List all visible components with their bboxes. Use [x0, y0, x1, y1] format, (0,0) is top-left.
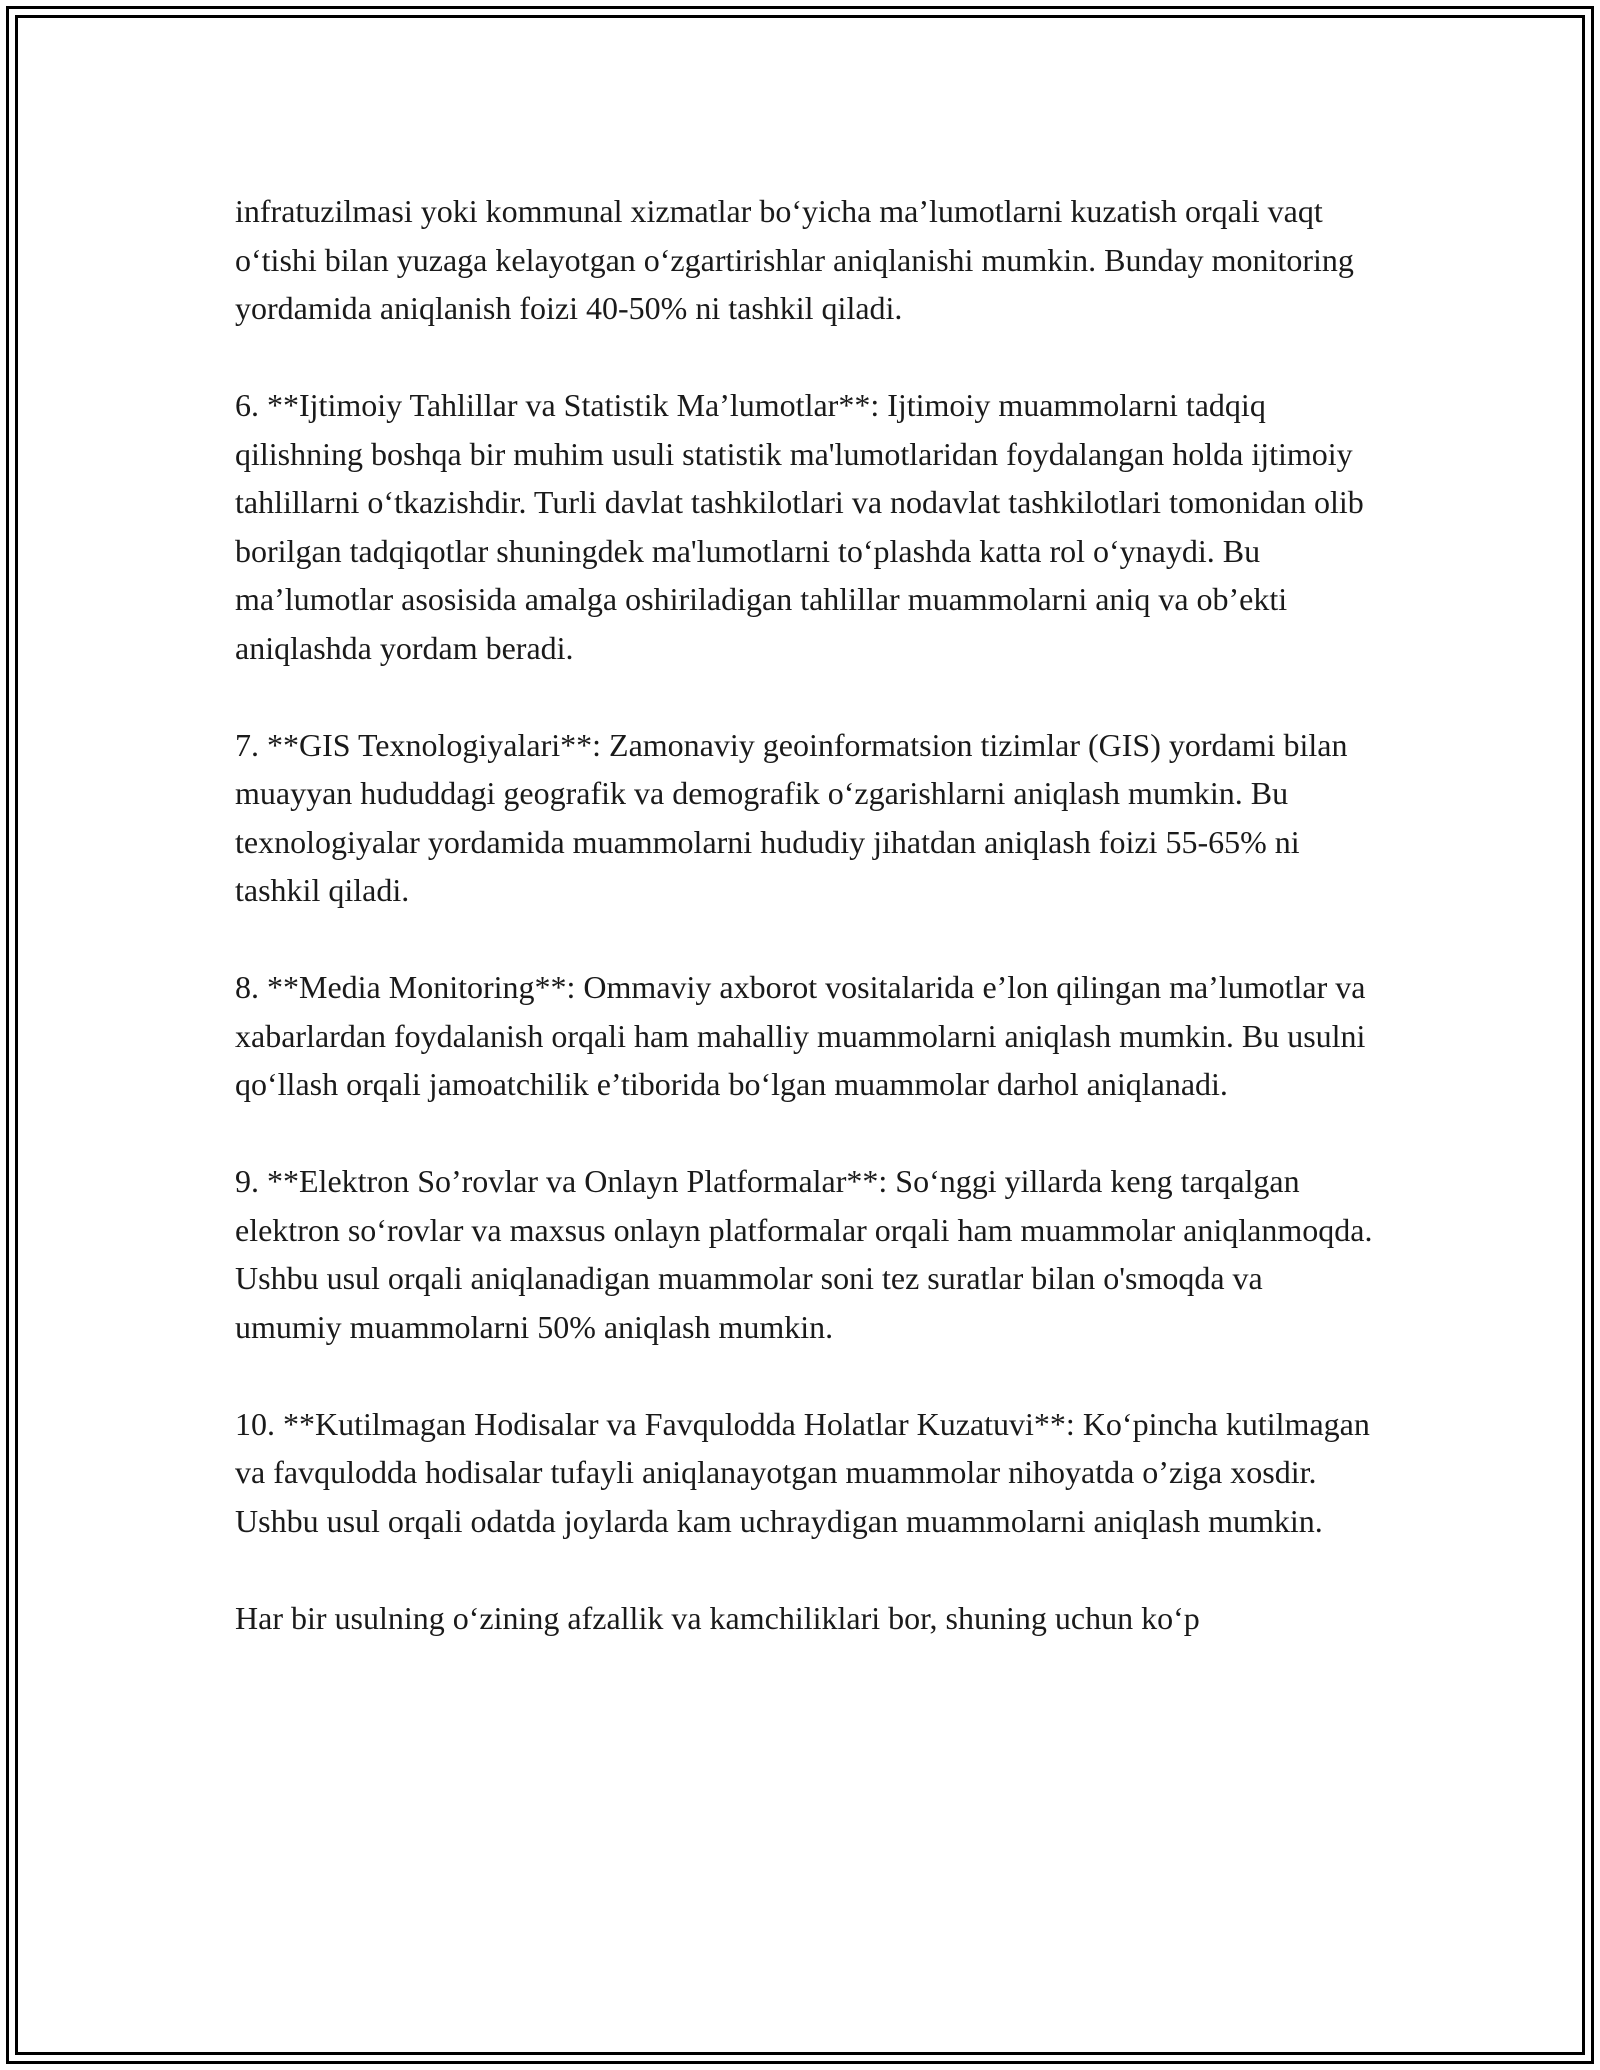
paragraph-conclusion: Har bir usulning o‘zining afzallik va kamchiliklari bor, shuning uchun ko‘p	[235, 1599, 1200, 1636]
paragraph-continuation: infratuzilmasi yoki kommunal xizmatlar bo‘yicha ma’lumotlarni kuzatish orqali vaqt o‘tishi bilan yuzaga kelayotgan o‘zgartirishlar aniqlanishi mumkin. Bunday monitoring yordamida aniqlanish foizi 40-50% ni tashkil qiladi.	[235, 193, 1354, 326]
paragraph-item-10: 10. **Kutilmagan Hodisalar va Favqulodda Holatlar Kuzatuvi**: Ko‘pincha kutilmagan va favqulodda hodisalar tufayli aniqlanayotgan muammolar nihoyatda o’ziga xosdir. Ushbu usul orqali odatda joylarda kam uchraydigan muammolarni aniqlash mumkin.	[235, 1405, 1370, 1539]
paragraph-item-8: 8. **Media Monitoring**: Ommaviy axborot vositalarida e’lon qilingan ma’lumotlar va xabarlardan foydalanish orqali ham mahalliy muammolarni aniqlash mumkin. Bu usulni qo‘llash orqali jamoatchilik e’tiborida bo‘lgan muammolar darhol aniqlanadi.	[235, 969, 1366, 1102]
document-body	[235, 187, 1375, 1691]
paragraph-item-6: 6. **Ijtimoiy Tahlillar va Statistik Ma’lumotlar**: Ijtimoiy muammolarni tadqiq qilishning boshqa bir muhim usuli statistik ma'lumotlaridan foydalangan holda ijtimoiy tahlillarni o‘tkazishdir. Turli davlat tashkilotlari va nodavlat tashkilotlari tomonidan olib borilgan tadqiqotlar shuningdek ma'lumotlarni to‘plashda katta rol o‘ynaydi. Bu ma’lumotlar asosisida amalga oshiriladigan tahlillar muammolarni aniq va ob’ekti aniqlashda yordam beradi.	[235, 387, 1364, 666]
paragraph-item-7: 7. **GIS Texnologiyalari**: Zamonaviy geoinformatsion tizimlar (GIS) yordami bilan muayyan hududdagi geografik va demografik o‘zgarishlarni aniqlash mumkin. Bu texnologiyalar yordamida muammolarni hududiy jihatdan aniqlash foizi 55-65% ni tashkil qiladi.	[235, 726, 1348, 908]
paragraph-item-9: 9. **Elektron So’rovlar va Onlayn Platformalar**: So‘nggi yillarda keng tarqalgan elektron so‘rovlar va maxsus onlayn platformalar orqali ham muammolar aniqlanmoqda. Ushbu usul orqali aniqlanadigan muammolar soni tez suratlar bilan o'smoqda va umumiy muammolarni 50% aniqlash mumkin.	[235, 1163, 1373, 1345]
